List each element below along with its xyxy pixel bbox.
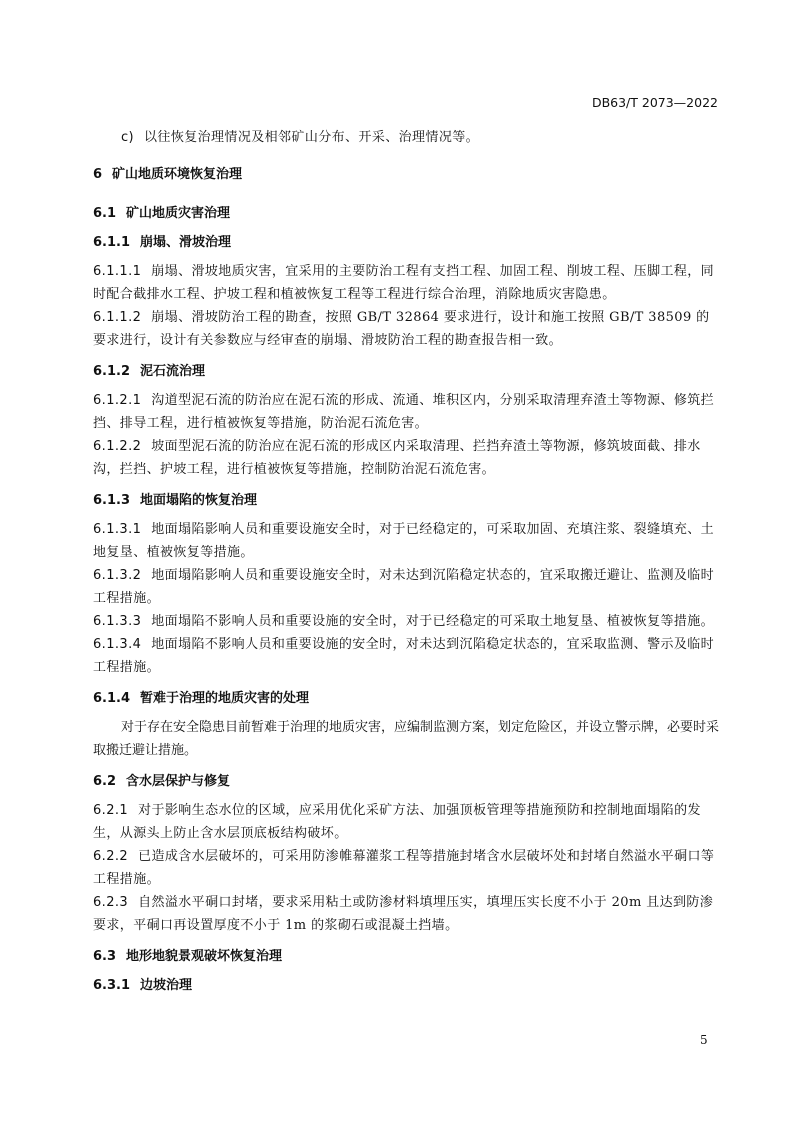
section-title: 地形地貌景观破坏恢复治理 — [126, 949, 283, 964]
section-6-3-heading — [93, 945, 719, 968]
clause-text: 沟道型泥石流的防治应在泥石流的形成、流通、堆积区内，分别采取清理弃渣土等物源、修筑拦挡、排导工程，进行植被恢复等措施，防治泥石流危害。 — [93, 393, 715, 431]
clause-6-1-3-3 — [93, 610, 719, 633]
list-marker: c) — [121, 130, 135, 145]
clause-6-2-1 — [93, 799, 719, 845]
clause-text: 坡面型泥石流的防治应在泥石流的形成区内采取清理、拦挡弃渣土等物源，修筑坡面截、排水沟，拦挡、护坡工程，进行植被恢复等措施，控制防治泥石流危害。 — [93, 439, 701, 477]
section-number: 6.3.1 — [93, 978, 131, 993]
clause-number: 6.1.3.4 — [93, 637, 142, 652]
clause-number: 6.2.3 — [93, 895, 129, 910]
clause-number: 6.1.2.1 — [93, 393, 142, 408]
section-6-3-1-heading — [93, 974, 719, 997]
section-number: 6.1.3 — [93, 493, 131, 508]
list-item-text: 以往恢复治理情况及相邻矿山分布、开采、治理情况等。 — [144, 130, 480, 145]
clause-text: 崩塌、滑坡防治工程的勘查，按照 GB/T 32864 要求进行，设计和施工按照 GB/T 38509 的要求进行，设计有关参数应与经审查的崩塌、滑坡防治工程的勘查报告相一致。 — [93, 310, 710, 348]
clause-number: 6.2.2 — [93, 849, 129, 864]
clause-number: 6.1.2.2 — [93, 439, 142, 454]
clause-text: 地面塌陷不影响人员和重要设施的安全时，对未达到沉陷稳定状态的，宜采取监测、警示及临时工程措施。 — [93, 637, 715, 675]
clause-number: 6.1.1.1 — [93, 264, 142, 279]
section-number: 6.1 — [93, 206, 117, 221]
section-number: 6 — [93, 167, 103, 182]
section-6-1-2-heading — [93, 360, 719, 383]
clause-number: 6.1.3.3 — [93, 614, 142, 629]
section-6-1-1-heading — [93, 231, 719, 254]
clause-number: 6.2.1 — [93, 803, 129, 818]
section-title: 地面塌陷的恢复治理 — [140, 493, 258, 508]
list-item-c — [93, 126, 719, 149]
clause-text: 自然溢水平硐口封堵，要求采用粘土或防渗材料填埋压实，填埋压实长度不小于 20m 且达到防渗要求，平硐口再设置厚度不小于 1m 的浆砌石或混凝土挡墙。 — [93, 895, 714, 933]
clause-text: 对于影响生态水位的区域，应采用优化采矿方法、加强顶板管理等措施预防和控制地面塌陷的发生，从源头上防止含水层顶底板结构破坏。 — [93, 803, 701, 841]
section-title: 边坡治理 — [140, 978, 193, 993]
clause-6-2-3 — [93, 891, 719, 937]
clause-6-1-1-2 — [93, 306, 719, 352]
clause-text: 地面塌陷不影响人员和重要设施的安全时，对于已经稳定的可采取土地复垦、植被恢复等措施。 — [151, 614, 715, 629]
section-title: 崩塌、滑坡治理 — [140, 235, 232, 250]
clause-text: 崩塌、滑坡地质灾害，宜采用的主要防治工程有支挡工程、加固工程、削坡工程、压脚工程，同时配合截排水工程、护坡工程和植被恢复工程等工程进行综合治理，消除地质灾害隐患。 — [93, 264, 715, 302]
section-6-heading — [93, 163, 719, 186]
page-number: 5 — [700, 1033, 708, 1047]
clause-text: 已造成含水层破坏的，可采用防渗帷幕灌浆工程等措施封堵含水层破坏处和封堵自然溢水平硐口等工程措施。 — [93, 849, 715, 887]
section-6-1-4-heading — [93, 687, 719, 710]
page-content — [93, 126, 719, 1003]
section-number: 6.1.4 — [93, 691, 131, 706]
section-title: 泥石流治理 — [140, 364, 206, 379]
paragraph-6-1-4: 对于存在安全隐患目前暂难于治理的地质灾害，应编制监测方案，划定危险区，并设立警示牌，必要时采取搬迁避让措施。 — [93, 720, 720, 758]
section-title: 暂难于治理的地质灾害的处理 — [140, 691, 310, 706]
section-title: 含水层保护与修复 — [126, 774, 231, 789]
clause-6-1-3-1 — [93, 518, 719, 564]
section-number: 6.3 — [93, 949, 117, 964]
section-6-1-3-heading — [93, 489, 719, 512]
section-number: 6.1.2 — [93, 364, 131, 379]
clause-6-1-2-1 — [93, 389, 719, 435]
clause-6-1-3-4 — [93, 633, 719, 679]
clause-number: 6.1.1.2 — [93, 310, 142, 325]
section-6-2-heading — [93, 770, 719, 793]
clause-number: 6.1.3.1 — [93, 522, 142, 537]
section-6-1-heading — [93, 202, 719, 225]
clause-6-1-2-2 — [93, 435, 719, 481]
clause-6-1-1-1 — [93, 260, 719, 306]
clause-6-2-2 — [93, 845, 719, 891]
section-number: 6.1.1 — [93, 235, 131, 250]
clause-6-1-3-2 — [93, 564, 719, 610]
document-code: DB63/T 2073—2022 — [591, 95, 718, 110]
clause-number: 6.1.3.2 — [93, 568, 142, 583]
section-title: 矿山地质灾害治理 — [126, 206, 231, 221]
section-title: 矿山地质环境恢复治理 — [112, 167, 243, 182]
clause-text: 地面塌陷影响人员和重要设施安全时，对于已经稳定的，可采取加固、充填注浆、裂缝填充、土地复垦、植被恢复等措施。 — [93, 522, 715, 560]
section-number: 6.2 — [93, 774, 117, 789]
clause-text: 地面塌陷影响人员和重要设施安全时，对未达到沉陷稳定状态的，宜采取搬迁避让、监测及临时工程措施。 — [93, 568, 715, 606]
